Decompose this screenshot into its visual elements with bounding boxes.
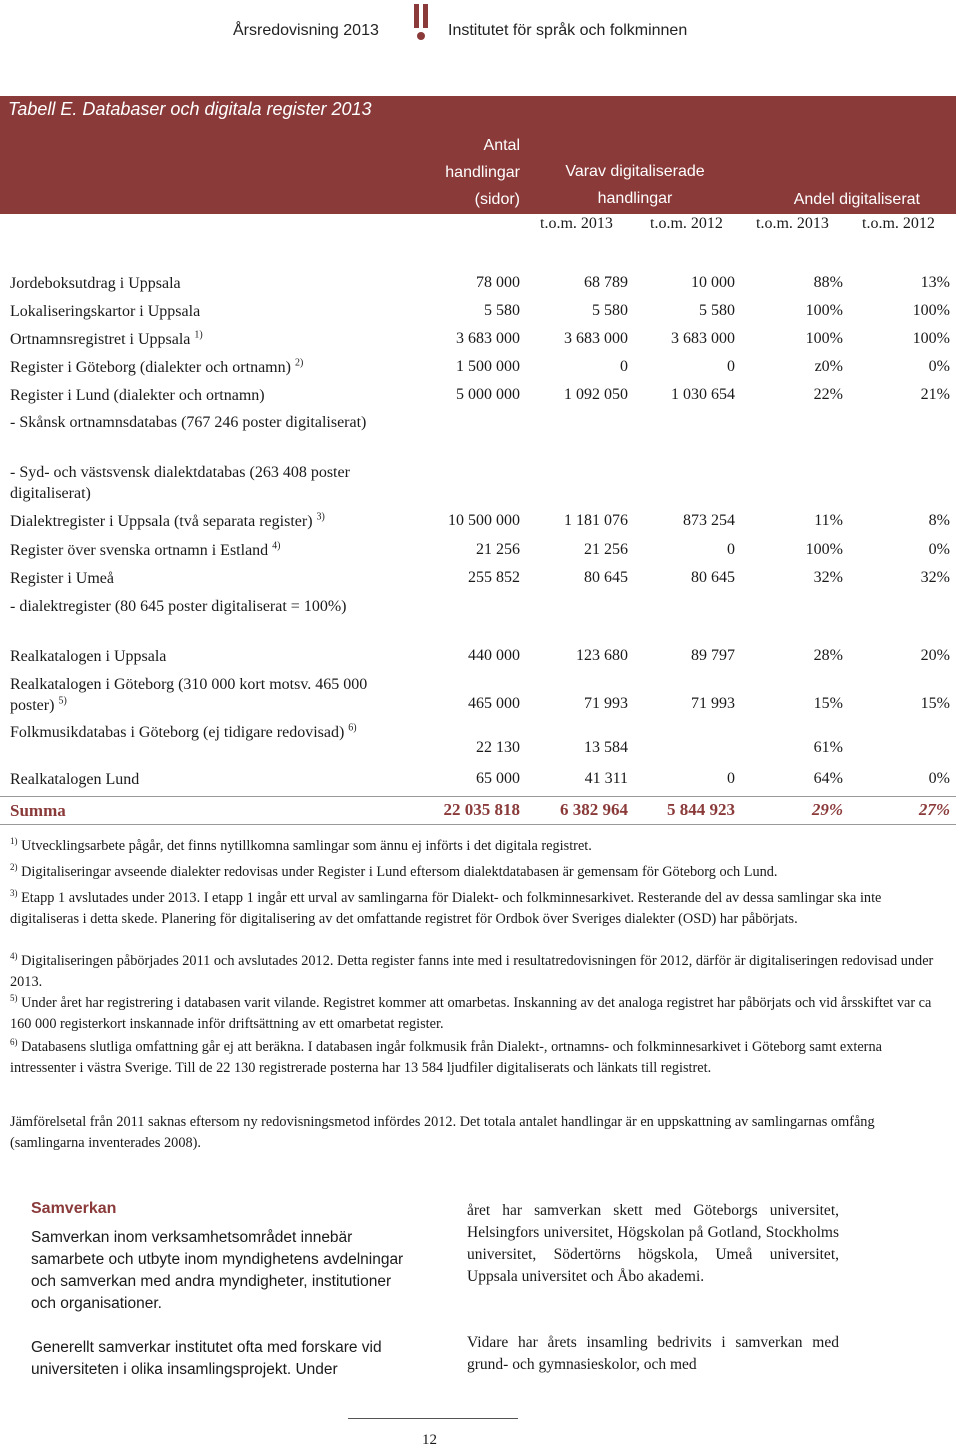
table-cell: 65 000 xyxy=(476,770,520,787)
table-cell: 1 500 000 xyxy=(456,358,520,375)
row-label xyxy=(10,540,390,561)
samverkan-paragraph-4: Vidare har årets insamling bedrivits i samverkan med grund- och gymnasieskolor, och med xyxy=(467,1334,839,1373)
table-cell: 71 993 xyxy=(691,695,735,712)
table-cell: 11% xyxy=(814,512,843,529)
footnote-text: Under året har registrering i databasen varit vilande. Registret kommer att omarbetas. Inskanning av det analoga registret har påbörjats och vid årsskiftet var ca 160 000 registerkort inskannade inför driftsättning av ett omarbetat register. xyxy=(10,995,932,1032)
row-label-text: Register i Umeå xyxy=(10,570,114,587)
table-cell: 100% xyxy=(912,330,950,347)
table-cell: 8% xyxy=(928,512,950,529)
table-cell: 78 000 xyxy=(476,274,520,291)
table-cell: 100% xyxy=(805,302,843,319)
table-cell: 100% xyxy=(805,330,843,347)
table-cell: 3 683 000 xyxy=(671,330,735,347)
footnote-ref: 6) xyxy=(348,722,357,734)
header-line: Antal xyxy=(483,137,520,154)
table-cell: 21 256 xyxy=(476,541,520,558)
footnote-number: 1) xyxy=(10,836,18,847)
row-label-text: Jordeboksutdrag i Uppsala xyxy=(10,275,181,292)
row-label-text: Register i Lund (dialekter och ortnamn) xyxy=(10,387,265,404)
sum-cell: 5 844 923 xyxy=(667,800,735,819)
footnote xyxy=(10,836,950,857)
row-label xyxy=(10,357,390,378)
row-label xyxy=(10,511,390,532)
sum-label: Summa xyxy=(10,801,66,820)
table-cell: 21% xyxy=(920,386,950,403)
column-header-andel: Andel digitaliserat xyxy=(793,191,920,208)
table-cell: 3 683 000 xyxy=(564,330,628,347)
header-line: Varav digitaliserade xyxy=(565,163,705,180)
subheader-varav-2012: t.o.m. 2012 xyxy=(650,215,723,232)
table-cell: 22% xyxy=(813,386,843,403)
row-label xyxy=(10,674,390,716)
header-line: handlingar xyxy=(445,164,520,181)
footnote-ref: 4) xyxy=(272,540,281,552)
comparison-note: Jämförelsetal från 2011 saknas eftersom ny redovisningsmetod infördes 2012. Det totala antalet handlingar är en uppskattning av samlingarnas omfång (samlingarna inventerades 2008). xyxy=(10,1114,875,1151)
table-cell: 10 000 xyxy=(691,274,735,291)
column-header-varav xyxy=(540,158,730,212)
table-cell: 0 xyxy=(727,541,735,558)
header-line: handlingar xyxy=(597,190,673,207)
footnote xyxy=(10,993,950,1035)
row-label-text: - dialektregister (80 645 poster digitaliserat = 100%) xyxy=(10,598,347,615)
table-cell: 88% xyxy=(813,274,843,291)
footnote xyxy=(10,951,950,993)
table-title xyxy=(8,99,372,120)
row-label xyxy=(10,769,390,790)
table-cell: 0% xyxy=(928,770,950,787)
table-bottom-rule xyxy=(0,824,956,825)
footnote-ref: 5) xyxy=(58,695,67,707)
table-cell: 5 000 000 xyxy=(456,386,520,403)
row-label xyxy=(10,568,390,589)
footnote-number: 3) xyxy=(10,888,18,899)
table-cell: 41 311 xyxy=(584,770,628,787)
row-label-text: - Syd- och västsvensk dialektdatabas (263 408 poster digitaliserat) xyxy=(10,464,350,502)
row-label-text: Realkatalogen Lund xyxy=(10,771,140,788)
footnote-ref: 3) xyxy=(316,511,325,523)
table-cell: 28% xyxy=(813,647,843,664)
row-label xyxy=(10,462,390,504)
table-cell: 5 580 xyxy=(484,302,520,319)
sum-cell: 29% xyxy=(811,800,843,819)
row-label-text: Realkatalogen i Göteborg (310 000 kort motsv. 465 000 poster) xyxy=(10,676,368,714)
table-cell: 123 680 xyxy=(576,647,628,664)
samverkan-paragraph-3: året har samverkan skett med Göteborgs universitet, Helsingfors universitet, Högskolan på Gotland, Stockholms universitet, Södertörns högskola, Umeå universitet, Uppsala universitet och Åbo akademi. xyxy=(467,1202,839,1285)
table-cell: 0 xyxy=(727,358,735,375)
row-label-text: Folkmusikdatabas i Göteborg (ej tidigare redovisad) xyxy=(10,724,345,741)
footnote xyxy=(10,862,950,883)
table-cell: 3 683 000 xyxy=(456,330,520,347)
table-cell: 5 580 xyxy=(592,302,628,319)
report-title: Årsredovisning 2013 xyxy=(233,22,379,39)
table-cell: 89 797 xyxy=(691,647,735,664)
column-header-antal xyxy=(410,132,520,213)
footer-rule xyxy=(348,1418,518,1419)
table-cell: 20% xyxy=(920,647,950,664)
row-label xyxy=(10,329,390,350)
footnote-ref: 1) xyxy=(194,329,203,341)
table-cell: 22 130 xyxy=(476,739,520,756)
row-label-text: Dialektregister i Uppsala (två separata register) xyxy=(10,513,313,530)
table-cell: 71 993 xyxy=(584,695,628,712)
section-title-samverkan: Samverkan xyxy=(31,1200,117,1217)
table-cell: 68 789 xyxy=(584,274,628,291)
row-label xyxy=(10,646,390,667)
samverkan-paragraph-2: Generellt samverkar institutet ofta med forskare vid universiteten i olika insamlingsprojekt. Under xyxy=(31,1339,382,1378)
footnote-number: 5) xyxy=(10,993,18,1004)
table-cell: 32% xyxy=(813,569,843,586)
footnote-text: Etapp 1 avslutades under 2013. I etapp 1 ingår ett urval av samlingarna för Dialekt- och folkminnesarkivet. Resterande del av dessa samlingar ska inte digitaliseras i detta skede. Planering för digitalisering av det omfattande registret för Ordbok över Sveriges dialekter (OSD) har påbörjats. xyxy=(10,890,882,927)
page-number: 12 xyxy=(422,1432,437,1448)
table-cell: 0% xyxy=(928,541,950,558)
row-label-text: - Skånsk ortnamnsdatabas (767 246 poster digitaliserat) xyxy=(10,414,367,431)
footnote xyxy=(10,1037,950,1079)
table-cell: 13% xyxy=(920,274,950,291)
subheader-andel-2013: t.o.m. 2013 xyxy=(756,215,829,232)
footnote xyxy=(10,888,950,930)
table-cell: 440 000 xyxy=(468,647,520,664)
table-cell: 80 645 xyxy=(584,569,628,586)
footnote-text: Utvecklingsarbete pågår, det finns nytillkomna samlingar som ännu ej införts i det digitala registret. xyxy=(21,838,592,854)
row-label xyxy=(10,301,390,322)
table-cell: 5 580 xyxy=(699,302,735,319)
table-cell: 13 584 xyxy=(584,739,628,756)
samverkan-paragraph-1: Samverkan inom verksamhetsområdet innebär samarbete och utbyte inom myndighetens avdelningar och samverkan med andra myndigheter, institutioner och organisationer. xyxy=(31,1229,404,1312)
row-label-text: Register över svenska ortnamn i Estland xyxy=(10,542,269,559)
table-cell: 100% xyxy=(805,541,843,558)
footnote-number: 2) xyxy=(10,862,18,873)
footnote-text: Databasens slutliga omfattning går ej att beräkna. I databasen ingår folkmusik från Dialekt-, ortnamns- och folkminnesarkivet i Göteborg samt externa intressenter i västra Sverige. Till de 22 130 registrerade posterna har 13 584 ljudfiler digitaliserats och länkats till registret. xyxy=(10,1039,882,1076)
table-cell: 10 500 000 xyxy=(448,512,520,529)
row-label xyxy=(10,412,390,433)
table-cell: z0% xyxy=(814,358,843,375)
row-label xyxy=(10,596,390,617)
row-label-text: Ortnamnsregistret i Uppsala xyxy=(10,331,191,348)
table-cell: 15% xyxy=(920,695,950,712)
sum-cell: 6 382 964 xyxy=(560,800,628,819)
footnote-number: 4) xyxy=(10,951,18,962)
header-line: (sidor) xyxy=(474,191,520,208)
row-label-text: Lokaliseringskartor i Uppsala xyxy=(10,303,201,320)
table-cell: 0 xyxy=(620,358,628,375)
table-cell: 255 852 xyxy=(468,569,520,586)
subheader-varav-2013: t.o.m. 2013 xyxy=(540,215,613,232)
institute-name: Institutet för språk och folkminnen xyxy=(448,22,688,39)
row-label-text: Register i Göteborg (dialekter och ortnamn) xyxy=(10,359,291,376)
footnote-ref: 2) xyxy=(294,357,304,369)
table-cell: 64% xyxy=(813,770,843,787)
table-cell: 0% xyxy=(928,358,950,375)
table-cell: 1 092 050 xyxy=(564,386,628,403)
table-cell: 1 030 654 xyxy=(671,386,735,403)
sum-cell: 27% xyxy=(918,800,950,819)
table-cell: 0 xyxy=(727,770,735,787)
table-cell: 32% xyxy=(920,569,950,586)
table-title-text: Tabell E. Databaser och digitala register 2013 xyxy=(8,99,372,119)
footnote-text: Digitaliseringar avseende dialekter redovisas under Register i Lund eftersom dialektdatabasen är gemensam för Göteborg och Lund. xyxy=(21,864,778,880)
row-label xyxy=(10,385,390,406)
row-label xyxy=(10,273,390,294)
footnote-number: 6) xyxy=(10,1037,18,1048)
table-cell: 873 254 xyxy=(683,512,735,529)
subheader-andel-2012: t.o.m. 2012 xyxy=(862,215,935,232)
row-label xyxy=(10,722,390,743)
table-cell: 80 645 xyxy=(691,569,735,586)
table-cell: 1 181 076 xyxy=(564,512,628,529)
table-cell: 61% xyxy=(813,739,843,756)
institute-logo-icon xyxy=(410,2,432,42)
table-cell: 21 256 xyxy=(584,541,628,558)
table-cell: 100% xyxy=(912,302,950,319)
footnote-text: Digitaliseringen påbörjades 2011 och avslutades 2012. Detta register fanns inte med i resultatredovisningen för 2012, därför är digitaliseringen redovisad under 2013. xyxy=(10,953,934,990)
table-cell: 15% xyxy=(813,695,843,712)
page-header xyxy=(0,0,960,60)
sum-divider xyxy=(0,796,956,797)
sum-cell: 22 035 818 xyxy=(443,800,520,819)
table-cell: 465 000 xyxy=(468,695,520,712)
row-label-text: Realkatalogen i Uppsala xyxy=(10,648,167,665)
